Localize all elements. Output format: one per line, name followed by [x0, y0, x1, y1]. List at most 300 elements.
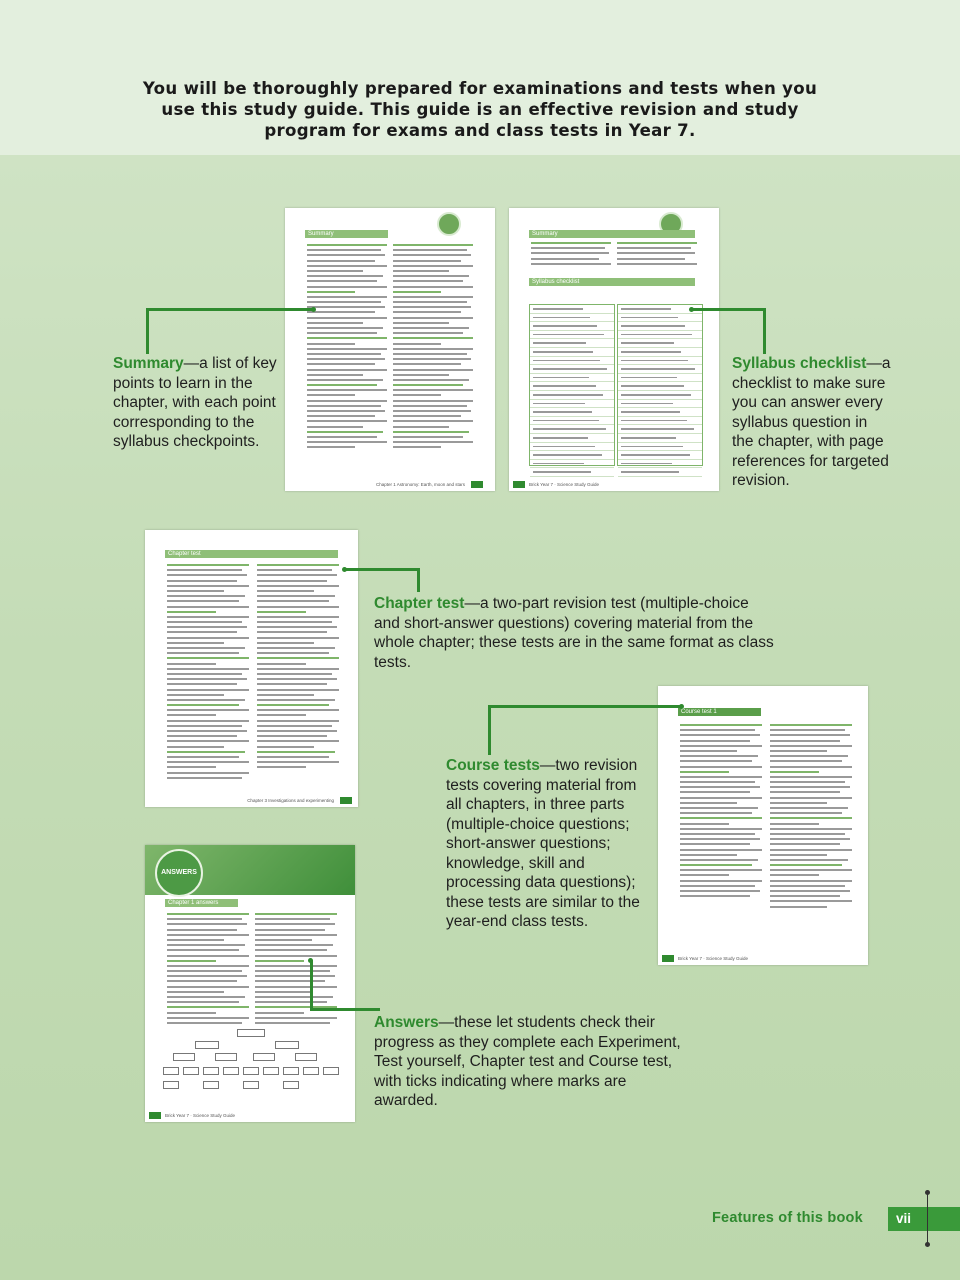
text-line [770, 895, 840, 897]
text-line [167, 683, 237, 685]
table-row [530, 400, 614, 409]
text-line [680, 760, 752, 762]
footer-divider-dot [925, 1190, 930, 1195]
summary-page-header: Summary [305, 230, 388, 238]
text-line [167, 714, 216, 716]
text-line [167, 980, 237, 982]
text-line [680, 812, 752, 814]
answers-column-left [167, 913, 249, 1027]
text-line [257, 585, 339, 587]
table-row [530, 314, 614, 323]
text-line [307, 410, 385, 412]
table-row [618, 400, 702, 409]
syllabus-description: —a checklist to make sure you can answer every syllabus question in the chapter, with page references for targeted revision. [732, 355, 891, 489]
chapter-test-term: Chapter test [374, 595, 465, 612]
text-line [167, 751, 245, 753]
text-line [393, 296, 473, 298]
text-line [770, 786, 850, 788]
table-row [530, 417, 614, 426]
table-row [530, 468, 614, 477]
text-line [770, 906, 827, 908]
text-line [257, 740, 339, 742]
chapter-seal-icon [437, 212, 461, 236]
text-line [393, 426, 449, 428]
course-test-page-number [662, 955, 674, 962]
text-line [393, 265, 473, 267]
text-line [307, 343, 355, 345]
flowchart-box [215, 1053, 237, 1061]
table-row [618, 339, 702, 348]
text-line [770, 859, 848, 861]
table-row [618, 460, 702, 469]
table-row [530, 382, 614, 391]
text-line [167, 1017, 249, 1019]
summary-page-thumbnail [285, 208, 495, 491]
text-line [167, 569, 242, 571]
course-tests-connector [488, 705, 681, 708]
text-line [393, 260, 461, 262]
text-line [307, 296, 387, 298]
text-line [770, 771, 819, 773]
text-line [257, 631, 327, 633]
text-line [167, 913, 249, 915]
course-tests-description: —two revision tests covering material from all chapters, in three parts (multiple-choice questions; short-answer questions; knowledge, skill and processing data questions); these tests are similar to the year-end class tests. [446, 757, 640, 930]
text-line [770, 734, 850, 736]
text-line [167, 621, 242, 623]
answers-connector [310, 960, 313, 1010]
answers-page-number [149, 1112, 161, 1119]
text-line [393, 353, 467, 355]
text-line [770, 807, 848, 809]
text-line [393, 254, 471, 256]
text-line [680, 745, 762, 747]
text-line [307, 405, 381, 407]
text-line [770, 854, 827, 856]
table-row [618, 331, 702, 340]
table-row [530, 391, 614, 400]
summary-term: Summary [113, 355, 184, 372]
text-line [257, 611, 306, 613]
text-line [307, 348, 387, 350]
summary-callout [113, 354, 288, 452]
footer-divider-dot [925, 1242, 930, 1247]
text-line [167, 647, 245, 649]
text-line [167, 600, 239, 602]
text-line [167, 652, 239, 654]
text-line [393, 358, 471, 360]
chapter-test-page-number [340, 797, 352, 804]
text-line [167, 986, 249, 988]
text-line [393, 431, 469, 433]
syllabus-summary-header: Summary [529, 230, 695, 238]
text-line [770, 890, 850, 892]
text-line [307, 311, 375, 313]
table-row [530, 339, 614, 348]
chapter-test-page-thumbnail [145, 530, 358, 807]
text-line [255, 1022, 330, 1024]
text-line [257, 766, 306, 768]
course-tests-callout [446, 756, 646, 932]
text-line [167, 564, 249, 566]
text-line [255, 1012, 304, 1014]
text-line [257, 564, 339, 566]
text-line [257, 574, 337, 576]
text-line [257, 657, 339, 659]
table-row [618, 322, 702, 331]
text-line [393, 446, 441, 448]
text-line [167, 929, 237, 931]
text-line [255, 960, 304, 962]
text-line [167, 761, 249, 763]
text-line [617, 258, 685, 260]
text-line [255, 970, 330, 972]
table-row [530, 331, 614, 340]
text-line [167, 585, 249, 587]
text-line [167, 595, 245, 597]
chapter-test-column-right [257, 564, 339, 772]
text-line [255, 1001, 327, 1003]
text-line [167, 944, 245, 946]
text-line [307, 270, 363, 272]
answers-flowchart [145, 1027, 355, 1097]
table-row [618, 417, 702, 426]
text-line [257, 642, 314, 644]
answers-page-header: Chapter 1 answers [165, 899, 238, 907]
table-row [618, 382, 702, 391]
text-line [680, 849, 762, 851]
text-line [770, 880, 852, 882]
text-line [770, 797, 852, 799]
text-line [680, 724, 762, 726]
table-row [618, 374, 702, 383]
text-line [393, 249, 467, 251]
text-line [255, 939, 312, 941]
table-row [618, 391, 702, 400]
text-line [167, 777, 242, 779]
text-line [393, 317, 473, 319]
text-line [167, 606, 249, 608]
text-line [307, 384, 377, 386]
text-line [167, 772, 249, 774]
text-line [167, 1006, 249, 1008]
text-line [255, 975, 335, 977]
text-line [307, 301, 381, 303]
text-line [770, 729, 845, 731]
page-number: vii [888, 1207, 960, 1231]
intro-text: You will be thoroughly prepared for examinations and tests when you use this study guide. This guide is an effective revision and study program for exams and class tests in Year 7. [142, 79, 818, 140]
course-test-column-right [770, 724, 852, 911]
text-line [680, 869, 762, 871]
syllabus-table-left [529, 304, 615, 466]
text-line [307, 322, 363, 324]
text-line [167, 663, 216, 665]
syllabus-page-intro-left [531, 242, 611, 268]
syllabus-connector-end [689, 307, 694, 312]
text-line [167, 756, 239, 758]
table-row [618, 365, 702, 374]
text-line [680, 854, 737, 856]
text-line [307, 441, 387, 443]
text-line [167, 740, 249, 742]
text-line [770, 750, 827, 752]
course-tests-connector [488, 705, 491, 755]
table-row [618, 468, 702, 477]
text-line [257, 730, 337, 732]
text-line [255, 934, 337, 936]
chapter-test-page-header: Chapter test [165, 550, 338, 558]
text-line [680, 859, 758, 861]
text-line [167, 725, 242, 727]
text-line [393, 286, 473, 288]
text-line [257, 714, 306, 716]
text-line [257, 637, 339, 639]
flowchart-box [203, 1067, 219, 1075]
text-line [167, 939, 224, 941]
text-line [393, 337, 473, 339]
text-line [531, 258, 599, 260]
text-line [531, 242, 611, 244]
text-line [393, 280, 463, 282]
text-line [393, 244, 473, 246]
flowchart-box [163, 1081, 179, 1089]
text-line [257, 678, 337, 680]
text-line [770, 849, 852, 851]
table-row [618, 451, 702, 460]
text-line [257, 761, 339, 763]
text-line [167, 616, 249, 618]
text-line [393, 301, 467, 303]
text-line [617, 252, 695, 254]
answers-connector-end [308, 958, 313, 963]
text-line [167, 689, 249, 691]
text-line [255, 965, 337, 967]
text-line [257, 704, 329, 706]
text-line [393, 410, 471, 412]
text-line [680, 786, 760, 788]
answers-callout [374, 1013, 694, 1111]
text-line [167, 1022, 242, 1024]
chapter-test-description: —a two-part revision test (multiple-choice and short-answer questions) covering material from the whole chapter; these tests are in the same format as class tests. [374, 595, 774, 671]
syllabus-callout [732, 354, 892, 491]
text-line [393, 327, 469, 329]
flowchart-box [303, 1067, 319, 1075]
chapter-test-column-left [167, 564, 249, 782]
text-line [257, 668, 339, 670]
chapter-test-callout [374, 594, 774, 672]
summary-connector-end [311, 307, 316, 312]
text-line [393, 275, 469, 277]
text-line [255, 929, 325, 931]
text-line [255, 923, 335, 925]
text-line [680, 828, 762, 830]
text-line [770, 823, 819, 825]
text-line [680, 864, 752, 866]
text-line [257, 621, 332, 623]
text-line [257, 647, 335, 649]
text-line [167, 590, 224, 592]
text-line [167, 923, 247, 925]
flowchart-box [253, 1053, 275, 1061]
table-row [618, 408, 702, 417]
course-test-page-footer: Brick Year 7 · Science Study Guide [678, 956, 749, 961]
text-line [257, 663, 306, 665]
summary-page-footer: Chapter 1 Astronomy: Earth, moon and stars [375, 482, 465, 487]
syllabus-page-intro-right [617, 242, 697, 268]
text-line [393, 384, 463, 386]
flowchart-box [243, 1067, 259, 1075]
text-line [307, 306, 385, 308]
text-line [307, 265, 387, 267]
text-line [393, 343, 441, 345]
syllabus-term: Syllabus checklist [732, 355, 867, 372]
text-line [167, 975, 247, 977]
text-line [167, 766, 216, 768]
text-line [393, 405, 467, 407]
text-line [770, 740, 840, 742]
text-line [617, 247, 691, 249]
text-line [167, 934, 249, 936]
text-line [770, 817, 852, 819]
chapter-test-connector [345, 568, 420, 571]
text-line [680, 838, 760, 840]
text-line [680, 807, 758, 809]
text-line [617, 242, 697, 244]
text-line [257, 580, 327, 582]
text-line [307, 374, 363, 376]
text-line [167, 611, 216, 613]
text-line [167, 955, 249, 957]
text-line [680, 823, 729, 825]
flowchart-box [283, 1067, 299, 1075]
text-line [307, 249, 381, 251]
text-line [167, 960, 216, 962]
text-line [257, 595, 335, 597]
text-line [770, 745, 852, 747]
text-line [307, 332, 377, 334]
text-line [680, 885, 755, 887]
text-line [307, 317, 387, 319]
table-row [530, 443, 614, 452]
flowchart-box [237, 1029, 265, 1037]
running-footer-title: Features of this book [712, 1210, 863, 1226]
answers-logo: ANSWERS [155, 849, 203, 897]
text-line [257, 683, 327, 685]
text-line [167, 673, 242, 675]
text-line [257, 652, 329, 654]
flowchart-box [295, 1053, 317, 1061]
text-line [393, 400, 473, 402]
text-line [167, 965, 249, 967]
text-line [257, 600, 329, 602]
footer-divider [927, 1192, 928, 1246]
text-line [393, 415, 461, 417]
text-line [680, 755, 758, 757]
text-line [307, 353, 381, 355]
text-line [167, 709, 249, 711]
text-line [680, 817, 762, 819]
text-line [680, 874, 729, 876]
text-line [167, 735, 237, 737]
text-line [307, 291, 355, 293]
text-line [393, 394, 441, 396]
text-line [770, 812, 842, 814]
text-line [307, 358, 385, 360]
text-line [680, 791, 750, 793]
text-line [680, 729, 755, 731]
text-line [680, 833, 755, 835]
text-line [393, 291, 441, 293]
table-row [618, 314, 702, 323]
flowchart-box [243, 1081, 259, 1089]
table-row [530, 374, 614, 383]
text-line [393, 311, 461, 313]
text-line [257, 751, 335, 753]
text-line [770, 864, 842, 866]
text-line [770, 843, 840, 845]
course-tests-connector-end [679, 704, 684, 709]
text-line [680, 766, 762, 768]
answers-description: —these let students check their progress as they complete each Experiment, Test yourself, Chapter test and Course test, with ticks indicating where marks are awarded. [374, 1014, 681, 1109]
summary-connector [146, 308, 313, 311]
text-line [531, 263, 611, 265]
text-line [167, 918, 242, 920]
table-row [530, 451, 614, 460]
text-line [307, 275, 383, 277]
text-line [770, 874, 819, 876]
text-line [167, 694, 224, 696]
syllabus-connector [692, 308, 766, 311]
text-line [770, 833, 845, 835]
text-line [307, 379, 383, 381]
text-line [393, 322, 449, 324]
table-row [530, 434, 614, 443]
text-line [393, 270, 449, 272]
text-line [255, 986, 337, 988]
text-line [257, 673, 332, 675]
table-row [530, 357, 614, 366]
text-line [770, 760, 842, 762]
text-line [307, 260, 375, 262]
text-line [167, 949, 239, 951]
text-line [257, 616, 339, 618]
text-line [393, 389, 473, 391]
text-line [167, 730, 247, 732]
text-line [257, 626, 337, 628]
text-line [393, 332, 463, 334]
text-line [255, 955, 337, 957]
text-line [307, 415, 375, 417]
text-line [770, 838, 850, 840]
table-row [530, 322, 614, 331]
table-row [530, 460, 614, 469]
text-line [307, 400, 387, 402]
text-line [255, 996, 333, 998]
answers-page-footer: Brick Year 7 · Science Study Guide [165, 1113, 236, 1118]
text-line [393, 374, 449, 376]
syllabus-page-number [513, 481, 525, 488]
text-line [255, 918, 330, 920]
summary-page-column-right [393, 244, 473, 452]
text-line [680, 776, 762, 778]
text-line [770, 885, 845, 887]
table-row [530, 305, 614, 314]
text-line [307, 254, 385, 256]
text-line [617, 263, 697, 265]
course-test-page-header: Course test 1 [678, 708, 761, 716]
text-line [770, 828, 852, 830]
text-line [307, 426, 363, 428]
text-line [167, 699, 245, 701]
